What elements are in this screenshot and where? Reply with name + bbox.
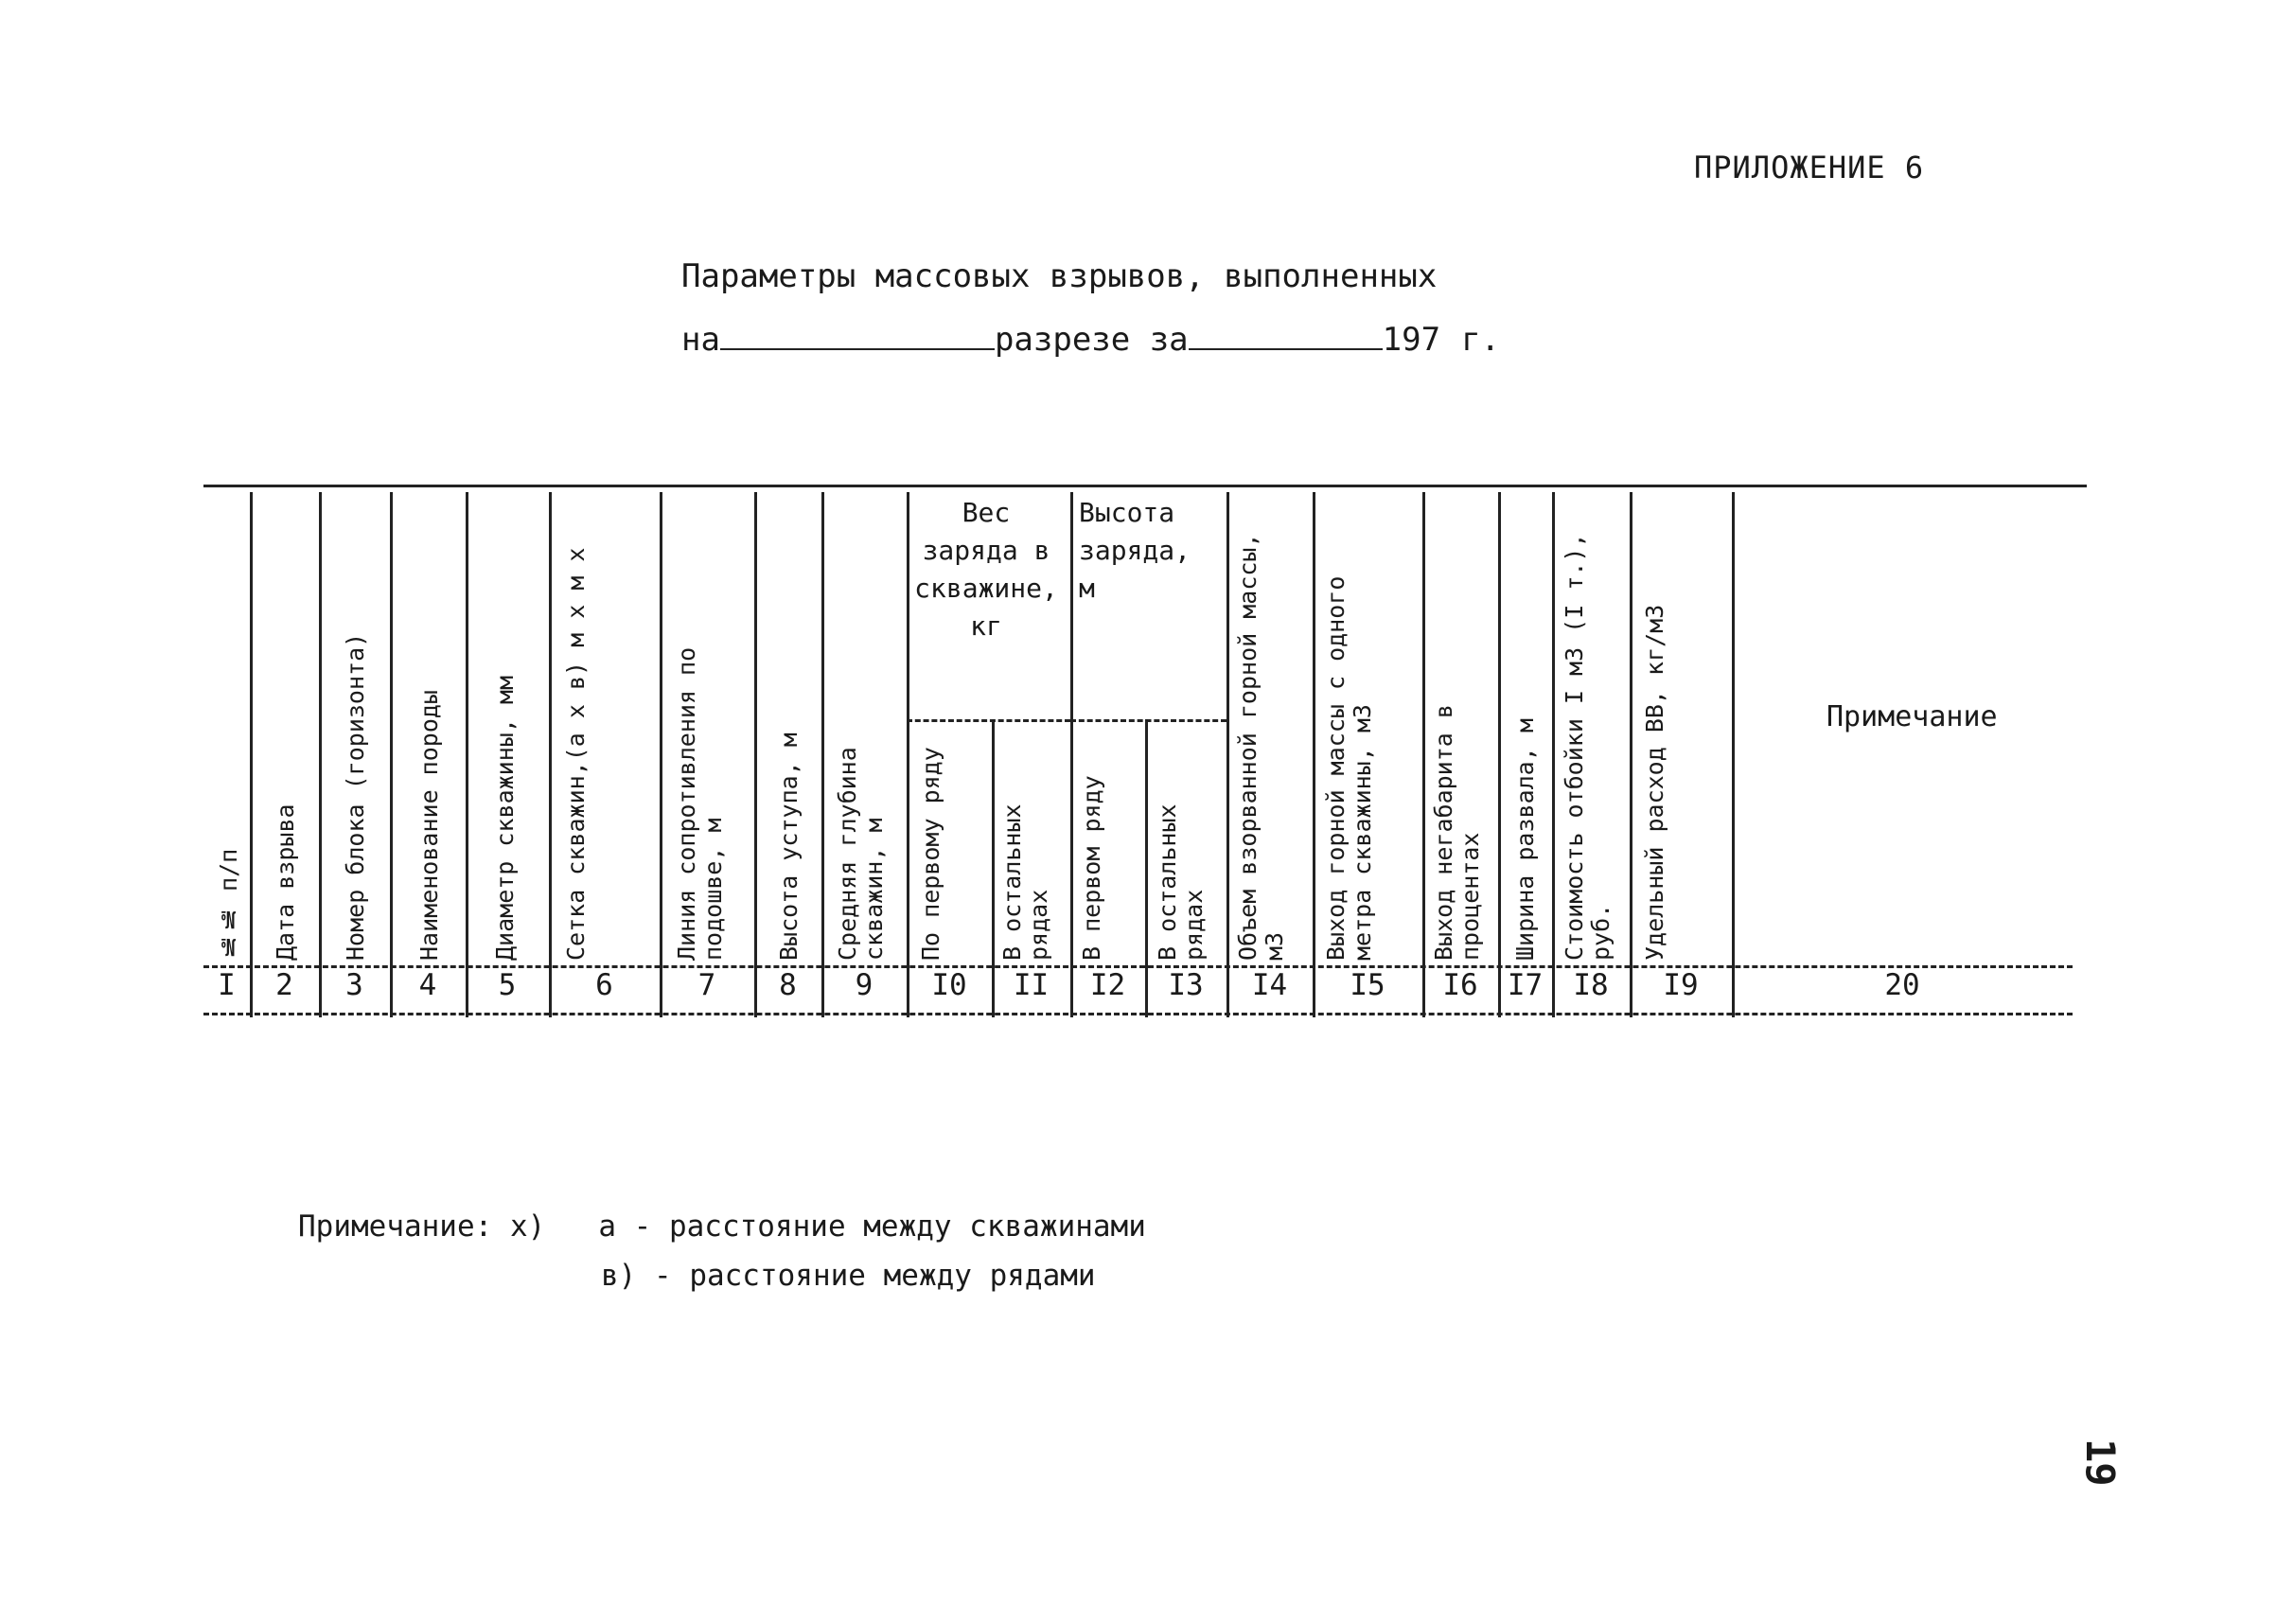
col-header-weight-first-row: По первому ряду <box>917 747 944 961</box>
col-number: I4 <box>1251 968 1288 1002</box>
col-divider <box>754 492 757 1017</box>
table-top-rule <box>203 485 2087 487</box>
col-header-breaking-cost: Стоимость отбойки I м3 (I т.), руб. <box>1561 533 1615 961</box>
col-number: 4 <box>418 968 437 1002</box>
group-header-charge-weight: Вес заряда в скважине, кг <box>914 497 1058 642</box>
col-number: I8 <box>1573 968 1609 1002</box>
col-number: 2 <box>275 968 293 1002</box>
col-number: I6 <box>1442 968 1478 1002</box>
col-divider <box>1498 492 1501 1017</box>
appendix-label: ПРИЛОЖЕНИЕ 6 <box>1694 150 1925 185</box>
col-divider <box>1630 492 1632 1017</box>
col-divider <box>1732 492 1735 1017</box>
col-header-hole-diameter: Диаметр скважины, мм <box>491 675 519 961</box>
note-line-2: в) - расстояние между рядами <box>601 1259 1096 1293</box>
col-divider <box>319 492 322 1017</box>
col-number: 3 <box>345 968 363 1002</box>
document-subtitle <box>681 320 1500 359</box>
col-number: 20 <box>1884 968 1920 1002</box>
notes-label: Примечание: <box>298 1209 493 1244</box>
col-number: 6 <box>595 968 613 1002</box>
col-number: I0 <box>931 968 967 1002</box>
group-header-charge-height: Высота заряда, м <box>1079 497 1191 604</box>
col-number: 8 <box>779 968 797 1002</box>
col-header-specific-consumption: Удельный расход ВВ, кг/м3 <box>1641 604 1668 961</box>
col-header-number: №№ п/п <box>215 848 242 961</box>
note-line-1: а - расстояние между скважинами <box>598 1209 1146 1244</box>
col-divider <box>250 492 253 1017</box>
document-title: Параметры массовых взрывов, выполненных <box>681 257 1438 295</box>
col-header-hole-grid: Сетка скважин,(а х в) м х м х <box>562 547 590 961</box>
col-number: I7 <box>1507 968 1544 1002</box>
title-suffix: г. <box>1461 321 1501 359</box>
col-header-muckpile-width: Ширина развала, м <box>1511 718 1539 961</box>
title-middle: разрезе за <box>994 321 1189 359</box>
col-header-resistance-line: Линия сопротивления по подошве, м <box>673 646 727 961</box>
col-divider <box>466 492 468 1017</box>
title-year: 197 <box>1382 321 1441 359</box>
notes-marker: х) <box>509 1209 546 1244</box>
table-bottom-rule <box>203 1013 2073 1015</box>
col-number: II <box>1013 968 1050 1002</box>
col-divider <box>390 492 393 1017</box>
col-header-avg-depth: Средняя глубина скважин, м <box>834 747 888 961</box>
col-divider <box>821 492 824 1017</box>
table-subheader-rule-weight <box>907 719 1070 722</box>
col-header-blast-date: Дата взрыва <box>272 803 299 961</box>
col-header-remarks: Примечание <box>1826 700 1998 733</box>
mine-name-blank <box>720 320 995 350</box>
col-divider <box>1313 492 1315 1017</box>
col-header-weight-other-rows: В остальных рядах <box>998 803 1052 961</box>
col-number: I <box>218 968 236 1002</box>
col-header-block-number: Номер блока (горизонта) <box>342 632 369 961</box>
col-header-rock-name: Наименование породы <box>415 690 443 961</box>
col-divider <box>1070 492 1073 1017</box>
col-divider <box>1226 492 1229 1017</box>
col-number: I3 <box>1168 968 1204 1002</box>
page-number: 19 <box>2077 1439 2124 1487</box>
col-divider <box>1552 492 1555 1017</box>
col-number: 9 <box>855 968 873 1002</box>
col-header-height-other-rows: В остальных рядах <box>1154 803 1208 961</box>
col-header-height-first-row: В первом ряду <box>1078 775 1105 961</box>
col-header-blasted-volume: Объем взорванной горной массы, м3 <box>1234 533 1288 961</box>
col-number: 5 <box>498 968 517 1002</box>
footnotes <box>298 1209 1146 1308</box>
col-divider <box>549 492 552 1017</box>
col-divider <box>1422 492 1425 1017</box>
col-number: I5 <box>1350 968 1385 1002</box>
col-header-oversize-output: Выход негабарита в процентах <box>1430 704 1484 961</box>
col-header-yield-per-meter: Выход горной массы с одного метра скважины, м3 <box>1322 575 1376 961</box>
col-number: I9 <box>1663 968 1699 1002</box>
col-header-bench-height: Высота уступа, м <box>775 733 803 961</box>
table-subheader-rule-height <box>1070 719 1226 722</box>
col-number: I2 <box>1089 968 1126 1002</box>
title-prefix: на <box>681 321 720 359</box>
col-divider <box>907 492 909 1017</box>
year-blank <box>1189 320 1383 350</box>
col-number: 7 <box>697 968 716 1002</box>
col-divider <box>660 492 662 1017</box>
